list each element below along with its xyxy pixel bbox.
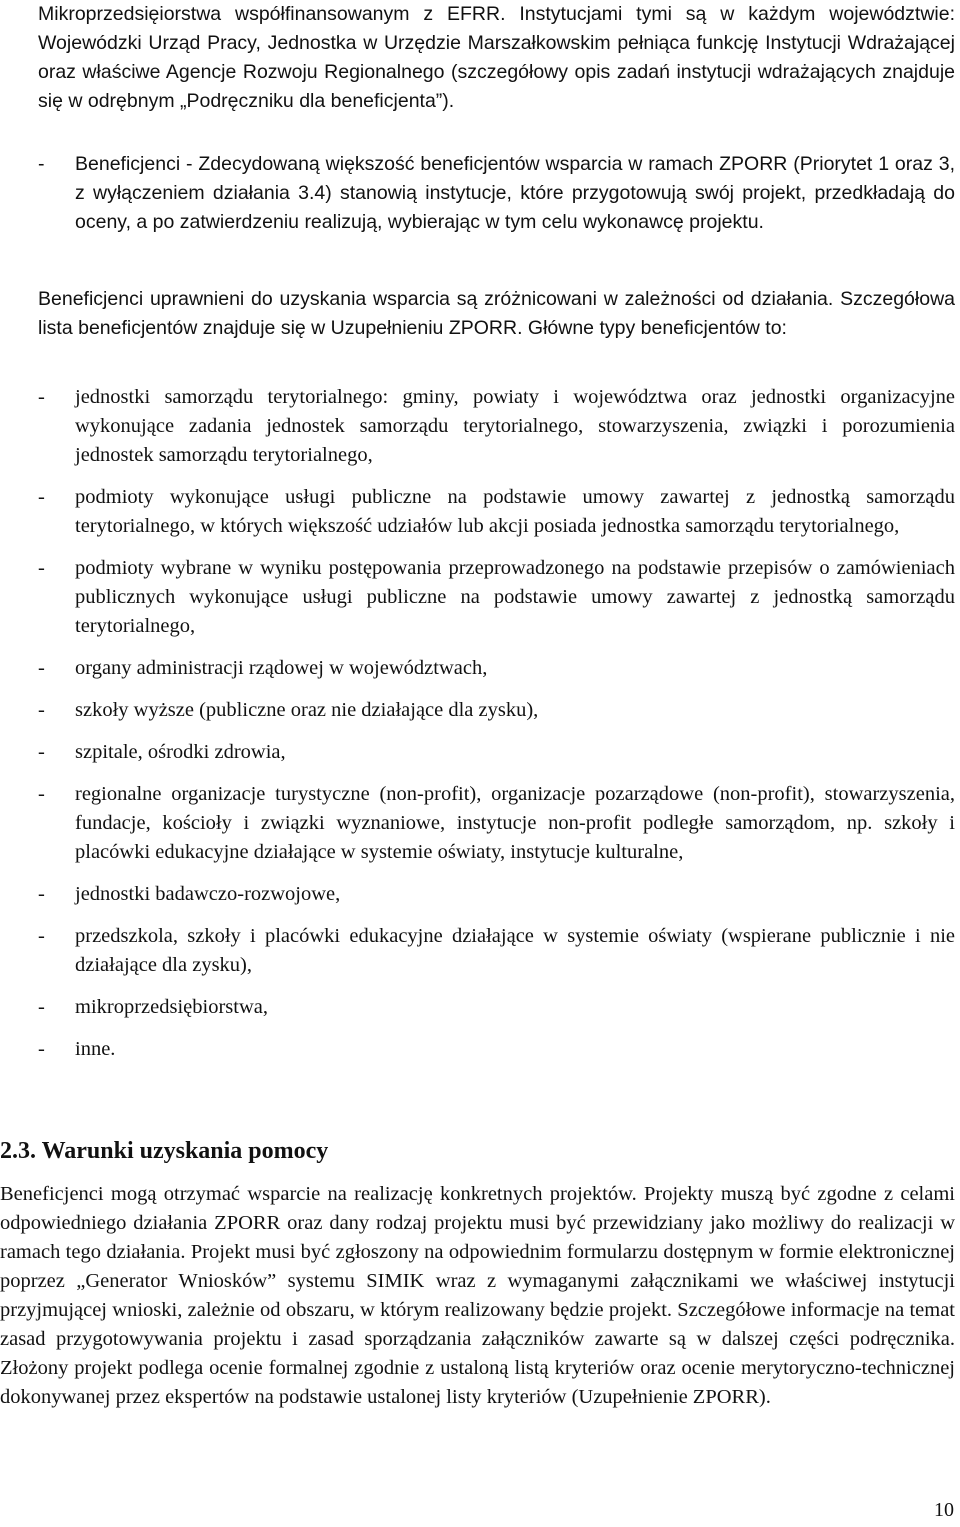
list-item	[38, 780, 955, 867]
list-item-text: podmioty wykonujące usługi publiczne na podstawie umowy zawartej z jednostką samorządu terytorialnego, w których większość udziałów lub akcji posiada jednostka samorządu terytorialnego,	[75, 486, 955, 537]
list-item	[38, 738, 955, 767]
list-item	[38, 922, 955, 980]
list-item-text: inne.	[75, 1038, 116, 1060]
list-item-text: regionalne organizacje turystyczne (non-profit), organizacje pozarządowe (non-profit), stowarzyszenia, fundacje, kościoły i związki wyznaniowe, instytucje non-profit podległe samorządom, np. szkoły i placówki edukacyjne działające w systemie oświaty, instytucje kulturalne,	[75, 783, 955, 863]
beneficiary-types-list	[38, 383, 955, 1077]
list-item-text: jednostki badawczo-rozwojowe,	[75, 883, 341, 905]
list-dash: -	[38, 783, 45, 805]
list-item	[38, 1035, 955, 1064]
page-number: 10	[934, 1499, 954, 1521]
list-dash: -	[38, 883, 45, 905]
list-dash: -	[38, 741, 45, 763]
list-item-text: przedszkola, szkoły i placówki edukacyjne działające w systemie oświaty (wspierane publicznie i nie działające dla zysku),	[75, 925, 955, 976]
list-dash: -	[38, 1038, 45, 1060]
beneficiaries-block	[38, 150, 955, 237]
list-item-text: szpitale, ośrodki zdrowia,	[75, 741, 286, 763]
section-paragraph: Beneficjenci mogą otrzymać wsparcie na realizację konkretnych projektów. Projekty muszą być zgodne z celami odpowiedniego działania ZPORR oraz dany rodzaj projektu musi być przewidziany jako możliwy do realizacji w ramach tego działania. Projekt musi być zgłoszony na odpowiednim formularzu dostępnym w formie elektronicznej poprzez „Generator Wniosków” systemu SIMIK wraz z wymaganymi załącznikami we właściwej instytucji przyjmującej wnioski, zależnie od obszaru, w którym realizowany będzie projekt. Szczegółowe informacje na temat zasad przygotowywania projektu i zasad sporządzania załączników zawarte są w dalszej części podręcznika. Złożony projekt podlega ocenie formalnej zgodnie z ustaloną listą kryteriów oraz ocenie merytoryczno-technicznej dokonywanej przez ekspertów na podstawie ustalonej listy kryteriów (Uzupełnienie ZPORR).	[0, 1183, 955, 1408]
beneficiaries-paragraph: Beneficjenci - Zdecydowaną większość beneficjentów wsparcia w ramach ZPORR (Priorytet 1 oraz 3, z wyłączeniem działania 3.4) stanowią instytucje, które przygotowują swój projekt, przedkładają do oceny, a po zatwierdzeniu realizują, wybierając w tym celu wykonawcę projektu.	[75, 153, 955, 233]
intro-block	[38, 0, 955, 116]
list-item	[38, 654, 955, 683]
section-heading: 2.3. Warunki uzyskania pomocy	[0, 1138, 329, 1164]
list-dash: -	[38, 699, 45, 721]
list-dash: -	[38, 153, 45, 175]
list-item-text: organy administracji rządowej w województwach,	[75, 657, 488, 679]
list-dash: -	[38, 657, 45, 679]
list-item	[38, 383, 955, 470]
list-item-text: mikroprzedsiębiorstwa,	[75, 996, 268, 1018]
beneficiaries-item	[38, 150, 955, 237]
eligibility-paragraph: Beneficjenci uprawnieni do uzyskania wsparcia są zróżnicowani w zależności od działania. Szczegółowa lista beneficjentów znajduje się w Uzupełnieniu ZPORR. Główne typy beneficjentów to:	[38, 288, 955, 339]
list-item	[38, 554, 955, 641]
list-item-text: szkoły wyższe (publiczne oraz nie działające dla zysku),	[75, 699, 539, 721]
list-dash: -	[38, 486, 45, 508]
list-item-text: podmioty wybrane w wyniku postępowania przeprowadzonego na podstawie przepisów o zamówieniach publicznych wykonujące usługi publiczne na podstawie umowy zawartej z jednostką samorządu terytorialnego,	[75, 557, 955, 637]
list-dash: -	[38, 925, 45, 947]
eligibility-block	[38, 285, 955, 343]
list-item	[38, 483, 955, 541]
list-dash: -	[38, 557, 45, 579]
list-dash: -	[38, 996, 45, 1018]
section-body	[0, 1180, 955, 1412]
list-item	[38, 993, 955, 1022]
list-item	[38, 696, 955, 725]
list-dash: -	[38, 386, 45, 408]
list-item	[38, 880, 955, 909]
intro-paragraph: Mikroprzedsięiorstwa współfinansowanym z EFRR. Instytucjami tymi są w każdym województwie: Wojewódzki Urząd Pracy, Jednostka w Urzędzie Marszałkowskim pełniąca funkcję Instytucji Wdrażającej oraz właściwe Agencje Rozwoju Regionalnego (szczegółowy opis zadań instytucji wdrażających znajduje się w odrębnym „Podręczniku dla beneficjenta”).	[38, 3, 955, 112]
list-item-text: jednostki samorządu terytorialnego: gminy, powiaty i województwa oraz jednostki organizacyjne wykonujące zadania jednostek samorządu terytorialnego, stowarzyszenia, związki i porozumienia jednostek samorządu terytorialnego,	[75, 386, 955, 466]
